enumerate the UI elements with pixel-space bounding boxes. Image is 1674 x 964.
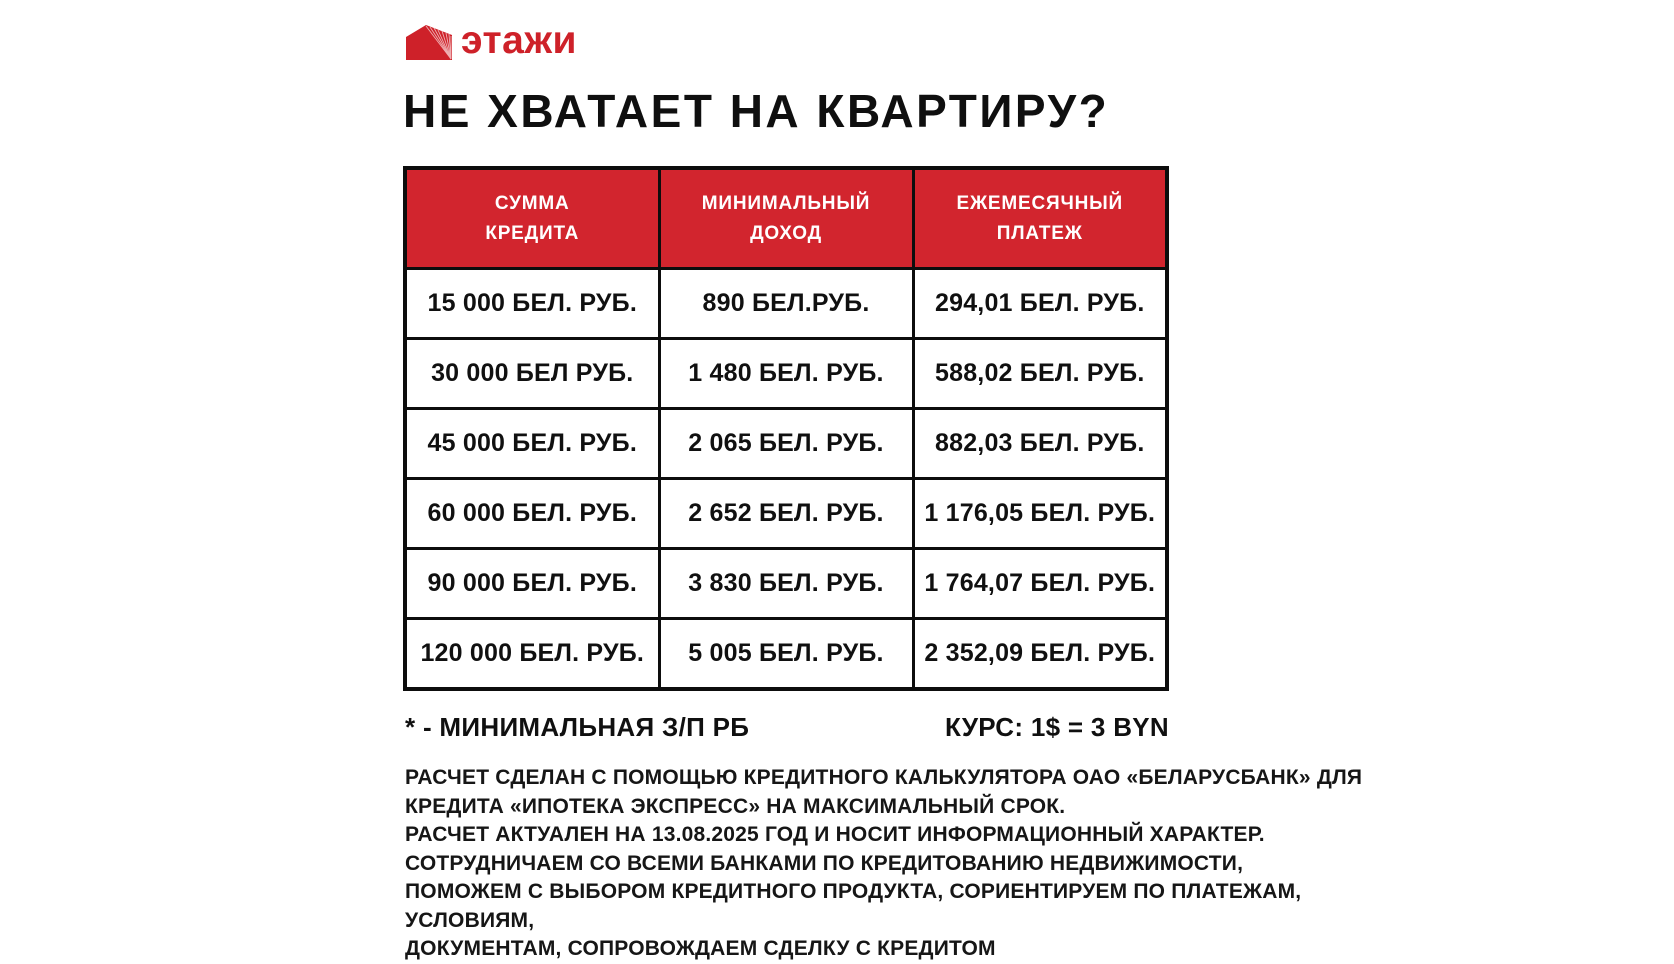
cell-monthly-payment: 2 352,09 БЕЛ. РУБ. (913, 619, 1167, 690)
cell-monthly-payment: 1 764,07 БЕЛ. РУБ. (913, 549, 1167, 619)
header-line: ДОХОД (750, 222, 822, 244)
cell-credit-sum: 90 000 БЕЛ. РУБ. (405, 549, 659, 619)
page-title: НЕ ХВАТАЕТ НА КВАРТИРУ? (403, 85, 1110, 137)
column-header-min-income (659, 168, 913, 269)
table-row (405, 619, 1167, 690)
cell-credit-sum: 45 000 БЕЛ. РУБ. (405, 409, 659, 479)
column-header-monthly-payment (913, 168, 1167, 269)
disclaimer-line: РАСЧЕТ СДЕЛАН С ПОМОЩЬЮ КРЕДИТНОГО КАЛЬКУЛЯТОРА ОАО «БЕЛАРУСБАНК» ДЛЯ (405, 766, 1363, 789)
disclaimer-line: СОТРУДНИЧАЕМ СО ВСЕМИ БАНКАМИ ПО КРЕДИТОВАНИЮ НЕДВИЖИМОСТИ, (405, 851, 1244, 875)
cell-min-income: 890 БЕЛ.РУБ. (659, 269, 913, 339)
table-row (405, 479, 1167, 549)
disclaimer-line: ДОКУМЕНТАМ, СОПРОВОЖДАЕМ СДЕЛКУ С КРЕДИТОМ (405, 937, 996, 960)
table-row (405, 339, 1167, 409)
cell-min-income: 2 065 БЕЛ. РУБ. (659, 409, 913, 479)
footnote-exchange-rate: КУРС: 1$ = 3 BYN (945, 712, 1169, 742)
header-line: ПЛАТЕЖ (996, 222, 1083, 244)
footnote-min-salary: * - МИНИМАЛЬНАЯ З/П РБ (405, 712, 750, 742)
disclaimer-line: ПОМОЖЕМ С ВЫБОРОМ КРЕДИТНОГО ПРОДУКТА, СОРИЕНТИРУЕМ ПО ПЛАТЕЖАМ, (405, 880, 1302, 903)
cell-min-income: 2 652 БЕЛ. РУБ. (659, 479, 913, 549)
cell-credit-sum: 15 000 БЕЛ. РУБ. (405, 269, 659, 339)
footnote-row (405, 712, 1169, 743)
cell-min-income: 3 830 БЕЛ. РУБ. (659, 549, 913, 619)
table-header-row (405, 168, 1167, 269)
table-row (405, 269, 1167, 339)
header-line: МИНИМАЛЬНЫЙ (701, 193, 871, 215)
cell-monthly-payment: 294,01 БЕЛ. РУБ. (913, 269, 1167, 339)
disclaimer-line: КРЕДИТА «ИПОТЕКА ЭКСПРЕСС» НА МАКСИМАЛЬНЫЙ СРОК. (405, 794, 1066, 818)
cell-credit-sum: 120 000 БЕЛ. РУБ. (405, 619, 659, 690)
cell-monthly-payment: 882,03 БЕЛ. РУБ. (913, 409, 1167, 479)
house-icon (405, 24, 453, 61)
header-line: ЕЖЕМЕСЯЧНЫЙ (956, 193, 1124, 215)
cell-credit-sum: 60 000 БЕЛ. РУБ. (405, 479, 659, 549)
cell-credit-sum: 30 000 БЕЛ РУБ. (405, 339, 659, 409)
table-row (405, 409, 1167, 479)
brand-name: этажи (461, 18, 577, 62)
cell-min-income: 5 005 БЕЛ. РУБ. (659, 619, 913, 690)
disclaimer-line: УСЛОВИЯМ, (405, 908, 535, 932)
disclaimer-line: РАСЧЕТ АКТУАЛЕН НА 13.08.2025 ГОД И НОСИТ ИНФОРМАЦИОННЫЙ ХАРАКТЕР. (405, 823, 1265, 846)
cell-monthly-payment: 1 176,05 БЕЛ. РУБ. (913, 479, 1167, 549)
credit-table (403, 166, 1169, 691)
table-row (405, 549, 1167, 619)
brand-logo (405, 20, 577, 64)
cell-monthly-payment: 588,02 БЕЛ. РУБ. (913, 339, 1167, 409)
column-header-credit-sum (405, 168, 659, 269)
cell-min-income: 1 480 БЕЛ. РУБ. (659, 339, 913, 409)
header-line: СУММА (494, 193, 570, 215)
header-line: КРЕДИТА (485, 222, 580, 244)
disclaimer-text (405, 764, 1363, 964)
